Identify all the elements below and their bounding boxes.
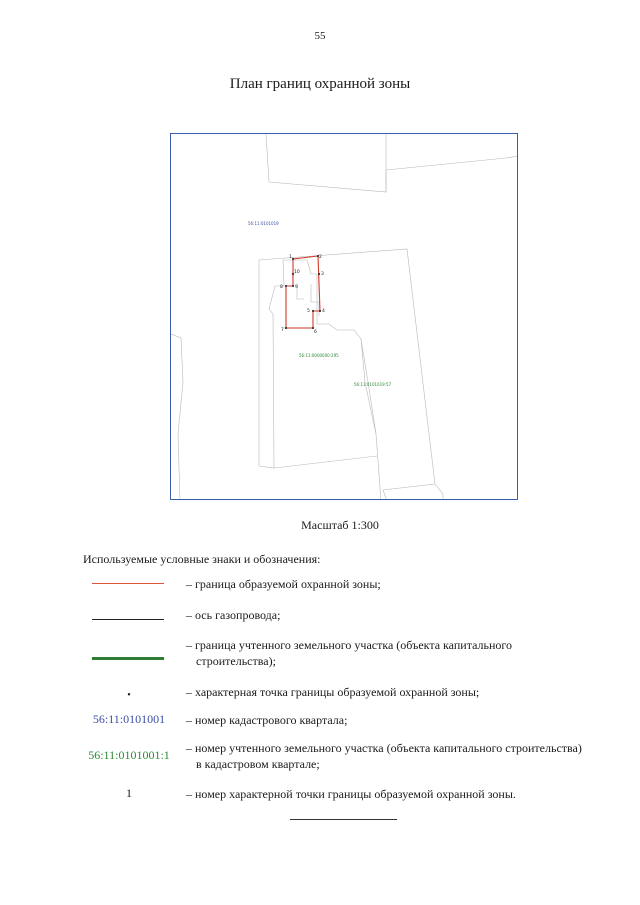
point-label-7: 7 — [281, 328, 284, 333]
legend-desc-point: – характерная точка границы образуемой охранной зоны; — [186, 685, 480, 699]
zone-point-6 — [312, 327, 314, 329]
zone-point-1 — [292, 258, 294, 260]
zone-point-9 — [292, 285, 294, 287]
legend-desc-parcel-number-line2: в кадастровом квартале; — [196, 757, 320, 771]
point-label-3: 3 — [321, 272, 324, 277]
zone-point-8 — [285, 285, 287, 287]
protection-zone-boundary — [286, 256, 320, 328]
parcel-outline-east — [435, 484, 443, 500]
point-label-8: 8 — [280, 285, 283, 290]
parcel-outline-south — [274, 456, 377, 468]
parcel-label-295: 56:11:0000000:295 — [299, 353, 339, 358]
page-number: 55 — [314, 30, 326, 42]
legend-symbol-dot: • — [127, 690, 131, 701]
parcel-outline-north — [266, 134, 518, 192]
zone-point-5 — [312, 310, 314, 312]
point-label-6: 6 — [314, 330, 317, 335]
page-title: План границ охранной зоны — [229, 76, 411, 92]
legend-symbol-parcel-number: 56:11:0101001:1 — [88, 748, 170, 762]
point-label-5: 5 — [307, 309, 310, 314]
legend-desc-parcel-boundary-line1: – граница учтенного земельного участка (объекта капитального — [186, 638, 513, 652]
point-label-9: 9 — [295, 285, 298, 290]
point-label-2: 2 — [319, 255, 322, 260]
legend-desc-kvartal: – номер кадастрового квартала; — [186, 713, 348, 727]
legend-desc-gas-pipeline: – ось газопровода; — [186, 608, 281, 622]
parcel-label-57: 56:11:0101019:57 — [354, 382, 392, 387]
zone-point-3 — [318, 273, 320, 275]
legend-desc-parcel-boundary — [186, 637, 606, 669]
boundary-map — [170, 133, 518, 500]
kvartal-label: 56:11:0101019 — [248, 221, 279, 226]
legend-desc-parcel-boundary-line2: строительства); — [196, 654, 276, 668]
point-label-10: 10 — [294, 270, 300, 275]
legend-symbol-kvartal-number: 56:11:0101001 — [92, 712, 166, 726]
legend-desc-parcel-number-line1: – номер учтенного земельного участка (объекта капитального строительства) — [186, 741, 582, 755]
zone-point-7 — [285, 327, 287, 329]
point-label-4: 4 — [322, 309, 325, 314]
legend-heading: Используемые условные знаки и обозначения: — [83, 552, 321, 566]
legend-desc-parcel-number — [186, 740, 606, 772]
legend-desc-point-number: – номер характерной точки границы образуемой охранной зоны. — [186, 787, 516, 801]
zone-point-4 — [319, 310, 321, 312]
closing-rule — [290, 819, 397, 820]
map-scale: Масштаб 1:300 — [301, 518, 379, 532]
map-canvas — [171, 134, 518, 500]
legend-symbol-point-number: 1 — [126, 786, 132, 800]
parcel-outline-inner-1 — [297, 284, 304, 299]
parcel-outline-west — [171, 334, 183, 500]
point-label-1: 1 — [289, 255, 292, 260]
legend-desc-zone-boundary: – граница образуемой охранной зоны; — [186, 577, 381, 591]
